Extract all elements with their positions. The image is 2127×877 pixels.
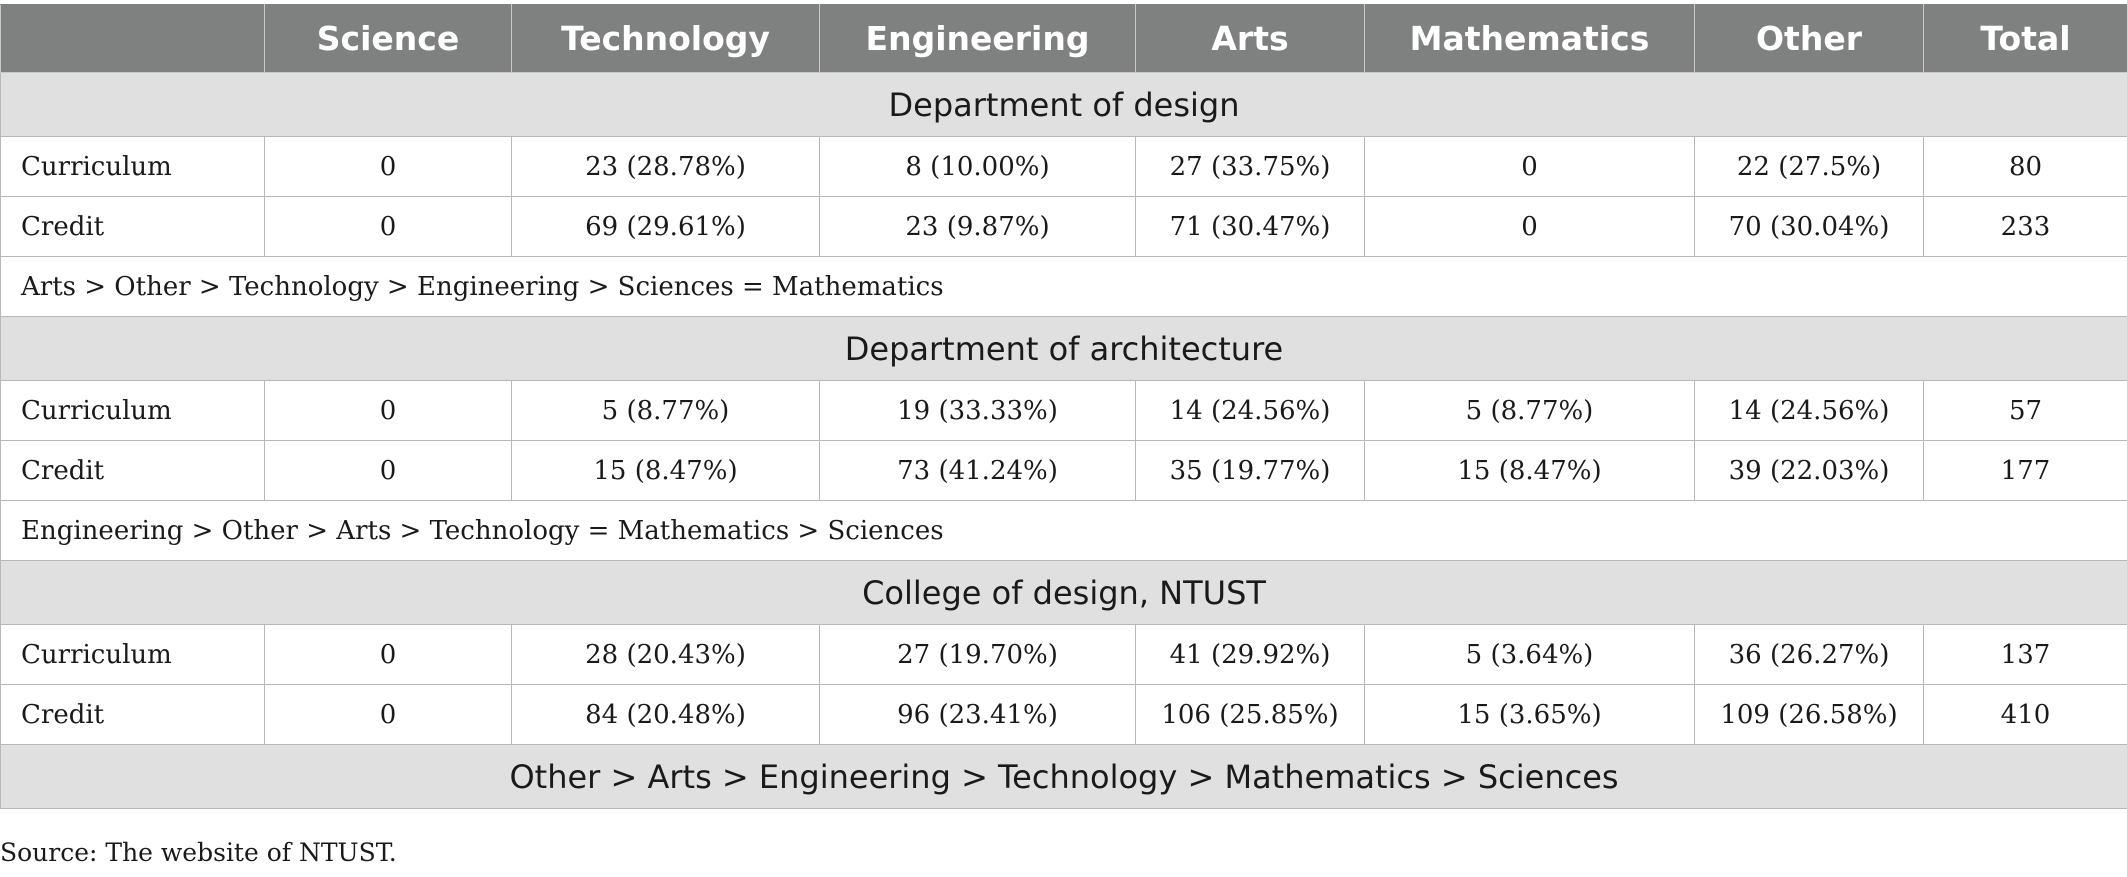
section-title: College of design, NTUST <box>1 561 2127 625</box>
section-title: Department of design <box>1 73 2127 137</box>
section-header-row <box>1 73 2127 137</box>
cell-other: 14 (24.56%) <box>1695 381 1924 441</box>
section-header-row <box>1 317 2127 381</box>
cell-other: 22 (27.5%) <box>1695 137 1924 197</box>
header-cell-other: Other <box>1695 5 1924 73</box>
row-label: Credit <box>1 685 265 745</box>
header-cell-blank <box>1 5 265 73</box>
cell-other: 39 (22.03%) <box>1695 441 1924 501</box>
cell-mathematics: 5 (8.77%) <box>1365 381 1695 441</box>
source-footnote: Source: The website of NTUST. <box>0 838 397 867</box>
cell-arts: 35 (19.77%) <box>1136 441 1365 501</box>
cell-technology: 84 (20.48%) <box>512 685 820 745</box>
cell-engineering: 96 (23.41%) <box>820 685 1136 745</box>
row-label: Credit <box>1 441 265 501</box>
cell-science: 0 <box>265 625 512 685</box>
table-row <box>1 441 2127 501</box>
cell-technology: 5 (8.77%) <box>512 381 820 441</box>
row-label: Curriculum <box>1 381 265 441</box>
row-label: Curriculum <box>1 137 265 197</box>
cell-arts: 71 (30.47%) <box>1136 197 1365 257</box>
ranking-text: Engineering > Other > Arts > Technology = Mathematics > Sciences <box>1 501 2127 561</box>
table-container <box>0 4 2127 809</box>
cell-engineering: 23 (9.87%) <box>820 197 1136 257</box>
cell-total: 137 <box>1924 625 2127 685</box>
table-row <box>1 137 2127 197</box>
cell-total: 177 <box>1924 441 2127 501</box>
cell-total: 410 <box>1924 685 2127 745</box>
cell-engineering: 8 (10.00%) <box>820 137 1136 197</box>
cell-mathematics: 0 <box>1365 197 1695 257</box>
table-row <box>1 381 2127 441</box>
table-row <box>1 685 2127 745</box>
ranking-row <box>1 745 2127 809</box>
cell-total: 57 <box>1924 381 2127 441</box>
cell-engineering: 27 (19.70%) <box>820 625 1136 685</box>
cell-arts: 27 (33.75%) <box>1136 137 1365 197</box>
stem-distribution-table <box>0 4 2127 809</box>
cell-arts: 41 (29.92%) <box>1136 625 1365 685</box>
cell-other: 36 (26.27%) <box>1695 625 1924 685</box>
cell-technology: 15 (8.47%) <box>512 441 820 501</box>
cell-total: 80 <box>1924 137 2127 197</box>
header-cell-total: Total <box>1924 5 2127 73</box>
ranking-text: Arts > Other > Technology > Engineering > Sciences = Mathematics <box>1 257 2127 317</box>
cell-technology: 23 (28.78%) <box>512 137 820 197</box>
cell-mathematics: 15 (8.47%) <box>1365 441 1695 501</box>
cell-mathematics: 15 (3.65%) <box>1365 685 1695 745</box>
cell-technology: 28 (20.43%) <box>512 625 820 685</box>
row-label: Curriculum <box>1 625 265 685</box>
section-header-row <box>1 561 2127 625</box>
cell-technology: 69 (29.61%) <box>512 197 820 257</box>
cell-arts: 14 (24.56%) <box>1136 381 1365 441</box>
cell-total: 233 <box>1924 197 2127 257</box>
cell-engineering: 73 (41.24%) <box>820 441 1136 501</box>
ranking-row <box>1 257 2127 317</box>
ranking-row <box>1 501 2127 561</box>
header-row <box>1 5 2127 73</box>
cell-other: 70 (30.04%) <box>1695 197 1924 257</box>
ranking-text: Other > Arts > Engineering > Technology > Mathematics > Sciences <box>1 745 2127 809</box>
cell-mathematics: 5 (3.64%) <box>1365 625 1695 685</box>
cell-arts: 106 (25.85%) <box>1136 685 1365 745</box>
header-cell-engineering: Engineering <box>820 5 1136 73</box>
header-cell-technology: Technology <box>512 5 820 73</box>
cell-science: 0 <box>265 197 512 257</box>
table-row <box>1 197 2127 257</box>
header-cell-mathematics: Mathematics <box>1365 5 1695 73</box>
header-cell-science: Science <box>265 5 512 73</box>
header-cell-arts: Arts <box>1136 5 1365 73</box>
section-title: Department of architecture <box>1 317 2127 381</box>
row-label: Credit <box>1 197 265 257</box>
cell-mathematics: 0 <box>1365 137 1695 197</box>
cell-science: 0 <box>265 137 512 197</box>
cell-science: 0 <box>265 441 512 501</box>
table-row <box>1 625 2127 685</box>
cell-science: 0 <box>265 685 512 745</box>
cell-engineering: 19 (33.33%) <box>820 381 1136 441</box>
cell-science: 0 <box>265 381 512 441</box>
cell-other: 109 (26.58%) <box>1695 685 1924 745</box>
